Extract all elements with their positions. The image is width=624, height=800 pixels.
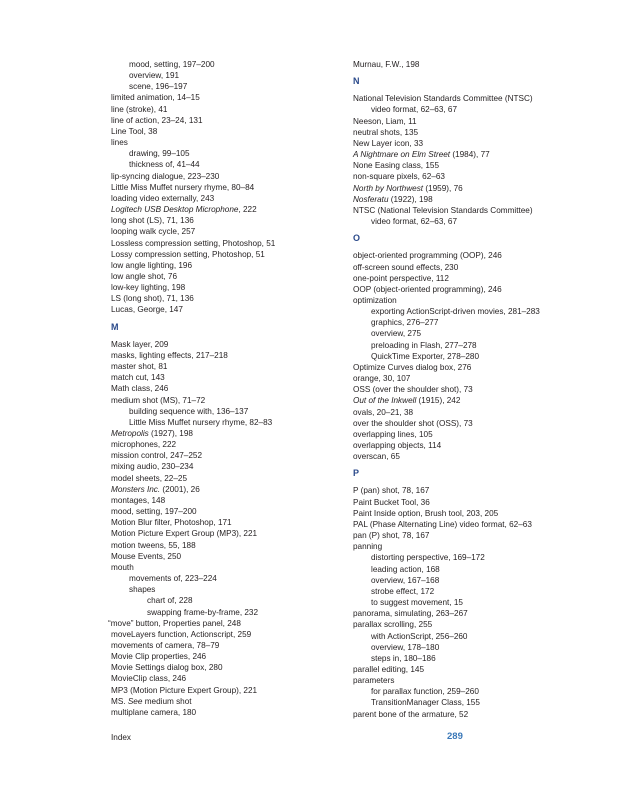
index-entry: overscan, 65	[353, 452, 400, 462]
index-entry: Little Miss Muffet nursery rhyme, 80–84	[111, 182, 255, 192]
index-entry-text: medium shot	[142, 696, 192, 706]
index-letter-heading: P	[353, 468, 360, 479]
index-entry: low-key lighting, 198	[111, 283, 186, 293]
index-entry	[111, 696, 326, 707]
index-entry	[111, 204, 326, 215]
index-entry-text: (1927), 198	[148, 429, 193, 438]
index-subentry: steps in, 180–186	[371, 653, 436, 663]
index-entry-title: A Nightmare on Elm Street	[353, 150, 451, 160]
index-entry: LS (long shot), 71, 136	[111, 294, 194, 304]
index-entry: P (pan) shot, 78, 167	[353, 486, 430, 496]
index-entry: mood, setting, 197–200	[111, 507, 197, 517]
index-entry: off-screen sound effects, 230	[353, 262, 459, 272]
index-entry: Neeson, Liam, 11	[353, 116, 417, 126]
index-entry-text: (1922), 198	[388, 194, 433, 204]
index-entry: moveLayers function, Actionscript, 259	[111, 629, 252, 639]
index-entry: low angle lighting, 196	[111, 260, 193, 270]
index-entry: parallel editing, 145	[353, 664, 425, 674]
index-subentry: drawing, 99–105	[129, 149, 190, 159]
index-entry: Line Tool, 38	[111, 126, 158, 136]
index-entry: one-point perspective, 112	[353, 273, 449, 283]
index-subentry: Little Miss Muffet nursery rhyme, 82–83	[129, 417, 273, 427]
index-entry-text: (1915), 242	[416, 396, 461, 406]
footer-section-label: Index	[111, 733, 132, 742]
index-subentry: overview, 178–180	[371, 642, 440, 652]
index-entry: over the shoulder shot (OSS), 73	[353, 418, 473, 428]
index-subentry: preloading in Flash, 277–278	[371, 340, 477, 350]
index-entry: overlapping lines, 105	[353, 429, 433, 439]
index-entry: Mask layer, 209	[111, 339, 169, 349]
index-entry-title: Metropolis	[111, 429, 149, 438]
index-entry: neutral shots, 135	[353, 127, 419, 137]
index-entry-text: (2001), 26	[160, 484, 200, 494]
index-entry: motion tweens, 55, 188	[111, 540, 196, 550]
index-entry: parent bone of the armature, 52	[353, 709, 469, 719]
index-entry: Lucas, George, 147	[111, 305, 183, 315]
index-entry-line: video format, 62–63, 67	[371, 217, 458, 227]
index-subentry: strobe effect, 172	[371, 586, 435, 596]
index-subentry: building sequence with, 136–137	[129, 406, 249, 416]
index-entry: parallax scrolling, 255	[353, 620, 433, 630]
index-subentry: shapes	[129, 585, 156, 595]
index-entry-text: MS.	[111, 696, 128, 706]
index-subentry: swapping frame-by-frame, 232	[147, 607, 259, 617]
index-column-left	[108, 59, 326, 718]
index-entry	[353, 395, 583, 406]
index-entry: Movie Clip properties, 246	[111, 652, 207, 662]
index-entry: lines	[111, 138, 128, 148]
index-entry: montages, 148	[111, 495, 166, 505]
index-entry: mixing audio, 230–234	[111, 462, 194, 472]
index-subentry: overview, 191	[129, 71, 180, 81]
index-entry: low angle shot, 76	[111, 271, 177, 281]
index-entry-text: , 222	[238, 205, 257, 215]
index-entry: OOP (object-oriented programming), 246	[353, 284, 502, 294]
index-entry: mouth	[111, 562, 134, 572]
index-entry: non-square pixels, 62–63	[353, 172, 445, 182]
index-subentry: QuickTime Exporter, 278–280	[371, 351, 480, 361]
index-entry-text: (1959), 76	[423, 183, 463, 193]
index-entry: Lossy compression setting, Photoshop, 51	[111, 249, 265, 259]
index-entry-title: Monsters Inc.	[111, 484, 161, 494]
index-entry	[111, 428, 326, 439]
index-entry: overlapping objects, 114	[353, 441, 442, 450]
index-subentry: for parallax function, 259–260	[371, 687, 479, 697]
index-entry: optimization	[353, 295, 397, 305]
index-entry: lip-syncing dialogue, 223–230	[111, 171, 220, 181]
index-entry: panning	[353, 542, 383, 552]
index-letter-heading: M	[111, 321, 119, 332]
index-entry-text: (1984), 77	[450, 150, 490, 160]
index-subentry: with ActionScript, 256–260	[371, 631, 468, 641]
index-entry	[353, 93, 583, 115]
index-entry: Lossless compression setting, Photoshop, 51	[111, 238, 276, 248]
index-subentry: scene, 196–197	[129, 82, 188, 92]
index-entry: Optimize Curves dialog box, 276	[353, 362, 472, 372]
index-subentry: to suggest movement, 15	[371, 598, 463, 608]
index-entry: Murnau, F.W., 198	[353, 60, 420, 69]
index-entry: OSS (over the shoulder shot), 73	[353, 385, 473, 395]
index-entry: microphones, 222	[111, 440, 177, 450]
index-entry: master shot, 81	[111, 362, 168, 372]
index-entry: Mouse Events, 250	[111, 551, 182, 561]
index-entry: multiplane camera, 180	[111, 707, 197, 717]
index-entry: looping walk cycle, 257	[111, 227, 196, 237]
index-subentry: graphics, 276–277	[371, 318, 439, 328]
index-entry: long shot (LS), 71, 136	[111, 216, 194, 226]
index-subentry: mood, setting, 197–200	[129, 60, 215, 69]
index-entry: match cut, 143	[111, 373, 165, 383]
index-entry-title: North by Northwest	[353, 183, 424, 193]
index-entry: medium shot (MS), 71–72	[111, 395, 206, 405]
index-column-right	[353, 59, 583, 720]
index-letter-heading: N	[353, 76, 360, 87]
index-entry: Movie Settings dialog box, 280	[111, 663, 223, 673]
index-entry: MP3 (Motion Picture Expert Group), 221	[111, 685, 258, 695]
index-entry	[353, 149, 583, 160]
index-entry: MovieClip class, 246	[111, 674, 187, 684]
index-entry: None Easing class, 155	[353, 161, 440, 171]
index-entry: PAL (Phase Alternating Line) video format, 62–63	[353, 519, 532, 529]
index-letter-heading: O	[353, 233, 361, 244]
index-subentry: movements of, 223–224	[129, 574, 217, 584]
index-entry-line: video format, 62–63, 67	[371, 105, 458, 115]
index-subentry: distorting perspective, 169–172	[371, 553, 485, 563]
index-entry: ovals, 20–21, 38	[353, 407, 414, 417]
index-entry-title: Nosferatu	[353, 194, 389, 204]
index-entry-title: Logitech USB Desktop Microphone	[111, 205, 239, 215]
index-entry: line (stroke), 41	[111, 104, 168, 114]
index-entry-title: See	[127, 696, 143, 706]
index-subentry: overview, 275	[371, 329, 422, 339]
index-entry: Motion Blur filter, Photoshop, 171	[111, 518, 232, 528]
index-entry: object-oriented programming (OOP), 246	[353, 251, 502, 261]
index-subentry: exporting ActionScript-driven movies, 281–283	[371, 307, 540, 317]
index-subentry: thickness of, 41–44	[129, 160, 200, 170]
index-subentry: overview, 167–168	[371, 575, 440, 585]
index-entry: movements of camera, 78–79	[111, 640, 220, 650]
index-entry	[353, 194, 583, 205]
index-subentry: leading action, 168	[371, 564, 440, 574]
index-entry: parameters	[353, 676, 395, 686]
index-entry: loading video externally, 243	[111, 193, 215, 203]
index-entry	[353, 205, 583, 227]
index-subentry: TransitionManager Class, 155	[371, 698, 480, 708]
index-entry: orange, 30, 107	[353, 374, 411, 384]
index-entry: Motion Picture Expert Group (MP3), 221	[111, 529, 258, 539]
page-number: 289	[447, 731, 463, 742]
index-entry: mission control, 247–252	[111, 451, 203, 461]
index-entry: masks, lighting effects, 217–218	[111, 350, 228, 360]
index-entry	[353, 183, 583, 194]
index-entry: pan (P) shot, 78, 167	[353, 531, 430, 541]
index-entry: line of action, 23–24, 131	[111, 115, 203, 125]
index-entry: Paint Inside option, Brush tool, 203, 205	[353, 508, 499, 518]
index-entry: model sheets, 22–25	[111, 473, 188, 483]
index-entry-line: NTSC (National Television Standards Committee)	[353, 205, 533, 215]
index-entry: panorama, simulating, 263–267	[353, 609, 468, 619]
index-subentry: chart of, 228	[147, 596, 193, 606]
index-entry	[111, 484, 326, 495]
index-entry: Paint Bucket Tool, 36	[353, 497, 430, 507]
index-entry: New Layer icon, 33	[353, 138, 424, 148]
index-entry-title: Out of the Inkwell	[353, 396, 417, 406]
index-entry: Math class, 246	[111, 384, 169, 394]
index-entry: “move” button, Properties panel, 248	[108, 618, 241, 628]
index-entry: limited animation, 14–15	[111, 93, 200, 103]
index-entry-line: National Television Standards Committee (NTSC)	[353, 94, 533, 104]
